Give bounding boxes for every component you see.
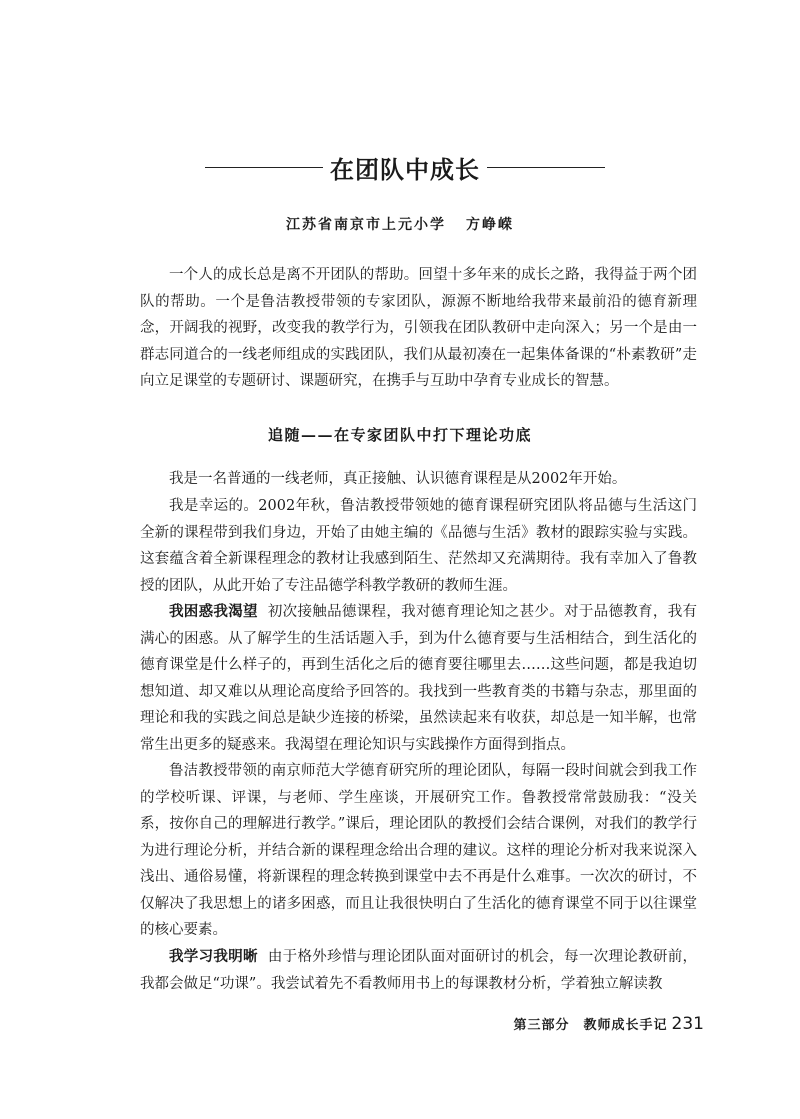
paragraph-3 xyxy=(140,599,697,758)
paragraph-3-body: 初次接触品德课程，我对德育理论知之甚少。对于品德教育，我有满心的困惑。从了解学生的生活话题入手，到为什么德育要与生活相结合，到生活化的德育课堂是什么样子的，再到生活化之后的德育要往哪里去……这些问题，都是我迫切想知道、却又难以从理论高度给予回答的。我找到一些教育类的书籍与杂志，那里面的理论和我的实践之间总是缺少连接的桥梁，虽然读起来有收获，却总是一知半解，也常常生出更多的疑惑来。我渴望在理论知识与实践操作方面得到指点。 xyxy=(140,604,698,753)
paragraph-2: 我是幸运的。2002年秋，鲁洁教授带领她的德育课程研究团队将品德与生活这门全新的课程带到我们身边，开始了由她主编的《品德与生活》教材的跟踪实验与实践。这套蕴含着全新课程理念的教材让我感到陌生、茫然却又充满期待。我有幸加入了鲁教授的团队，从此开始了专注品德学科教学教研的教师生涯。 xyxy=(140,498,697,594)
paragraph-4: 鲁洁教授带领的南京师范大学德育研究所的理论团队，每隔一段时间就会到我工作的学校听课、评课，与老师、学生座谈，开展研究工作。鲁教授常常鼓励我：“没关系，按你自己的理解进行教学。”课后，理论团队的教授们会结合课例，对我们的教学行为进行理论分析，并结合新的课程理念给出合理的建议。这样的理论分析对我来说深入浅出、通俗易懂，将新课程的理念转换到课堂中去不再是什么难事。一次次的研讨，不仅解决了我思想上的诸多困惑，而且让我很快明白了生活化的德育课堂不同于以往课堂的核心要素。 xyxy=(140,763,697,938)
article-byline xyxy=(0,214,800,234)
title-rule-right xyxy=(487,167,605,168)
title-rule-left xyxy=(205,167,323,168)
article-title: 在团队中成长 xyxy=(330,156,480,184)
paragraph-5-lead: 我学习我明晰 xyxy=(169,949,258,965)
section-heading: 追随——在专家团队中打下理论功底 xyxy=(267,426,532,444)
paragraph-5-body: 由于格外珍惜与理论团队面对面研讨的机会，每一次理论教研前，我都会做足“功课”。我尝试着先不看教师用书上的每课教材分析，学着独立解读教 xyxy=(140,949,698,992)
author-school: 江苏省南京市上元小学 xyxy=(286,217,446,233)
page-number: 231 xyxy=(671,1014,704,1034)
paragraph-3-lead: 我困惑我渴望 xyxy=(169,604,258,620)
author-name: 方峥嵘 xyxy=(466,217,514,233)
footer-part-label: 第三部分 教师成长手记 xyxy=(513,1018,668,1033)
article-title-row xyxy=(205,150,605,185)
paragraph-5 xyxy=(140,944,697,997)
page-footer xyxy=(514,1014,704,1034)
intro-paragraph: 一个人的成长总是离不开团队的帮助。回望十多年来的成长之路，我得益于两个团队的帮助。一个是鲁洁教授带领的专家团队，源源不断地给我带来最前沿的德育新理念，开阔我的视野，改变我的教学行为，引领我在团队教研中走向深入；另一个是由一群志同道合的一线老师组成的实践团队，我们从最初凑在一起集体备课的“朴素教研”走向立足课堂的专题研讨、课题研究，在携手与互助中孕育专业成长的智慧。 xyxy=(140,267,697,389)
paragraph-1: 我是一名普通的一线老师，真正接触、认识德育课程是从2002年开始。 xyxy=(169,471,627,487)
